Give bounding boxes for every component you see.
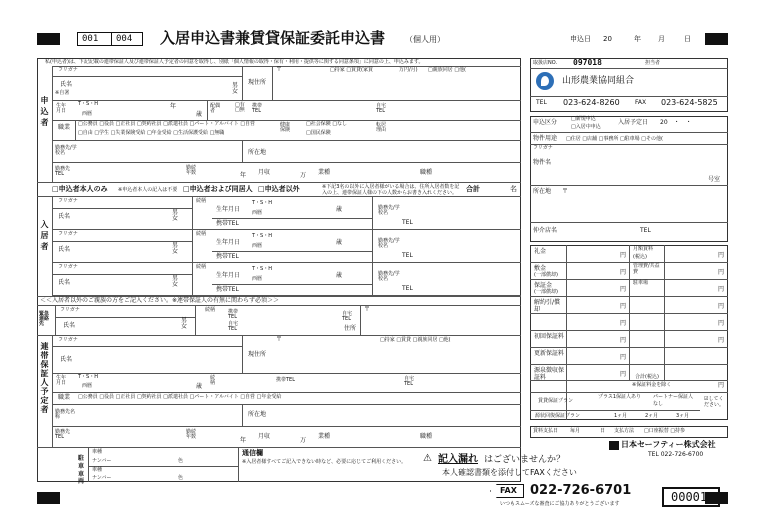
- fee-right-yen: 円: [718, 320, 725, 327]
- emergency-label: 緊急連絡先: [39, 311, 50, 327]
- fee-right-note: (税込): [633, 254, 647, 260]
- intro-text: 私(申込者)は、下記記載の連帯保証人及び連帯保証人予定者の同意を取得し、別紙「個人情報の取得・保有・利用・提供等に関する同意条項」に同意の上、申込みます。: [45, 59, 424, 65]
- guarantor-age: 歳: [196, 383, 203, 390]
- occupant-era2[interactable]: 西暦: [252, 276, 263, 282]
- fee-left-yen: 円: [620, 337, 627, 344]
- fee-right-yen: 円: [718, 252, 725, 259]
- guarantor-relation-label: 続柄: [210, 375, 216, 386]
- guarantor-job-opts[interactable]: □公務員 □役員 □正社員 □契約社員 □派遣社員 □パート・アルバイト □自営 □年金受給: [78, 394, 282, 400]
- agent-fax-label: FAX: [635, 99, 647, 106]
- agent-company: 山形農業協同組合: [562, 76, 635, 86]
- occupant-name-label: 氏名: [58, 213, 71, 220]
- occupant-birth-label: 生年月日: [216, 239, 241, 246]
- parking-car-1: 車種: [92, 449, 103, 455]
- property-type-opt2[interactable]: □入居中申込: [571, 124, 601, 130]
- date-label: 申込日: [570, 35, 591, 43]
- emergency-postal: 〒: [364, 306, 371, 313]
- fee-right-label: 駐車場: [633, 280, 649, 286]
- plan-label: 賃貸保証プラン: [538, 398, 574, 404]
- occupant-tel-label: TEL: [402, 219, 413, 226]
- emergency-home-tel-label2: 自宅TEL: [342, 311, 353, 322]
- applicant-job-opts1[interactable]: □公務員 □役員 □正社員 □契約社員 □派遣社員 □パート・アルバイト □自営: [78, 121, 256, 127]
- guarantor-era[interactable]: T・S・H: [78, 374, 98, 380]
- footer-company: 日本セーフティー株式会社: [621, 440, 716, 449]
- date-year: 年: [634, 35, 641, 43]
- agent-tel-label: TEL: [536, 99, 547, 106]
- fee-right-yen: 円: [718, 303, 725, 310]
- occupants-section-label: 入居者: [40, 220, 49, 253]
- date-day: 日: [684, 35, 691, 43]
- guarantor-mobile-label: 携帯TEL: [276, 377, 295, 383]
- occupant-relation-label: 続柄: [196, 198, 207, 204]
- occupant-note-line: ＜＜入居者以外のご親族の方をご記入ください。※連帯保証人の有無に関わらず必須＞＞: [40, 297, 280, 304]
- fee-right-yen: 円: [718, 269, 725, 276]
- applicant-home-tel-label: 自宅TEL: [376, 103, 387, 114]
- fee-left-note: (一部償却): [534, 289, 558, 295]
- guarantor-name-label: 氏名: [60, 356, 73, 363]
- pay-day-label: 賃料支払日: [533, 428, 559, 434]
- property-room: 号室: [708, 176, 721, 183]
- remarks-title: 通信欄: [242, 449, 263, 457]
- occupant-gender[interactable]: 男女: [172, 209, 179, 222]
- property-movein-value[interactable]: 20 ・ ・: [660, 119, 692, 126]
- emergency-mobile-label: 携帯TEL: [228, 309, 239, 320]
- fee-left-note: (一部償却): [534, 272, 558, 278]
- plan-opt1[interactable]: プラス1保証人あり: [598, 394, 642, 400]
- occupant-tel-label: TEL: [402, 285, 413, 292]
- occupant-total-unit: 名: [510, 185, 517, 193]
- guarantee-plan-3m[interactable]: 3ヶ月: [676, 413, 690, 419]
- applicant-section-label: 申込者: [40, 96, 49, 129]
- ja-logo-leaf: [541, 76, 549, 86]
- occupant-relation-label: 続柄: [196, 264, 207, 270]
- parking-plate-2: ナンバー: [92, 475, 112, 481]
- applicant-postal: 〒: [276, 66, 283, 73]
- warning-suffix: はございませんか？: [484, 455, 566, 465]
- occupant-mobile-label: 携帯TEL: [216, 286, 239, 293]
- applicant-era2[interactable]: 西暦: [82, 111, 93, 117]
- guarantor-year-unit: 年: [240, 437, 247, 444]
- guarantor-birth-label: 生年月日: [56, 375, 67, 386]
- occupant-total-label: 合計: [466, 185, 480, 193]
- plan-check-note: ☑してください。: [704, 396, 725, 408]
- guarantor-years-label: 勤続年数: [186, 429, 197, 440]
- agent-tel: 023-624-8260: [563, 98, 620, 107]
- guarantor-home-tel-label: 自宅TEL: [404, 376, 415, 387]
- applicant-position-label: 職種: [420, 169, 433, 176]
- occupant-age: 歳: [336, 272, 343, 279]
- agent-person-label: 担当者: [645, 60, 661, 66]
- applicant-income-label: 月収: [258, 169, 271, 176]
- property-use-label: 物件用途: [533, 135, 558, 142]
- emergency-name-label: 氏名: [63, 322, 76, 329]
- occupant-tel-label: TEL: [402, 252, 413, 259]
- fee-left-yen: 円: [620, 320, 627, 327]
- guarantor-housing[interactable]: □持家 □賃貸 □親族同居 □他(: [380, 337, 451, 343]
- occupant-relation-label: 続柄: [196, 231, 207, 237]
- occupant-furigana: フリガナ: [58, 264, 78, 270]
- fee-left-yen: 円: [620, 269, 627, 276]
- remarks-note: ※入居者様すべてご記入できない時など、必要に応じてご利用ください。: [242, 459, 407, 465]
- occupant-gender[interactable]: 男女: [172, 242, 179, 255]
- guarantee-plan-2m[interactable]: 2ヶ月: [645, 413, 659, 419]
- pay-date: 日: [600, 428, 606, 434]
- occupant-option-other[interactable]: □申込者以外: [258, 185, 300, 193]
- plan-opt2[interactable]: パートナー保証人なし: [653, 394, 694, 407]
- fee-right-label: 月額賃料: [633, 246, 654, 252]
- occupant-mobile-label: 携帯TEL: [216, 253, 239, 260]
- applicant-industry-label: 業種: [318, 169, 331, 176]
- occupant-birth-label: 生年月日: [216, 272, 241, 279]
- agent-no-label: 取扱店NO.: [533, 60, 558, 66]
- emergency-relation-label: 続柄: [205, 307, 216, 313]
- fee-total-note: ※保証料金を除く: [632, 382, 672, 388]
- agent-fax: 023-624-5825: [661, 98, 718, 107]
- guarantor-position-label: 職種: [420, 433, 433, 440]
- applicant-year-unit: 年: [240, 172, 247, 179]
- property-postal: 〒: [562, 188, 569, 195]
- warning-sub: 本人確認書類を添付してFAXください: [442, 468, 577, 477]
- applicant-ins-opts2[interactable]: □国民保険: [306, 130, 331, 136]
- fee-left-yen: 円: [620, 303, 627, 310]
- applicant-name-label: 氏名: [60, 81, 73, 88]
- form-subtitle: （個人用）: [405, 35, 445, 44]
- guarantor-era2[interactable]: 西暦: [82, 383, 93, 389]
- occupant-age: 歳: [336, 239, 343, 246]
- fee-total-label: 合計(税込): [635, 374, 659, 380]
- guarantor-job-label: 職業: [58, 394, 71, 401]
- property-broker-tel: TEL: [640, 227, 651, 234]
- agent-no: 097018: [573, 58, 602, 67]
- pay-month: 毎月: [570, 428, 581, 434]
- guarantor-address-label: 現住所: [248, 351, 267, 358]
- occupant-furigana: フリガナ: [58, 231, 78, 237]
- property-furigana: フリガナ: [533, 145, 553, 151]
- applicant-work-address-label: 所在地: [248, 149, 267, 156]
- property-broker-label: 仲介店名: [533, 227, 558, 234]
- fee-right-yen: 円: [718, 286, 725, 293]
- fee-right-yen: 円: [718, 337, 725, 344]
- corner-mark-tr: [705, 33, 728, 45]
- guarantee-plan-1m[interactable]: 1ヶ月: [614, 413, 628, 419]
- occupant-birth-label: 生年月日: [216, 206, 241, 213]
- applicant-spouse-opts[interactable]: □有□無: [235, 102, 245, 113]
- property-type-opt1[interactable]: □新規申込: [571, 116, 596, 122]
- occupant-age: 歳: [336, 206, 343, 213]
- occupant-era[interactable]: T・S・H: [252, 266, 272, 272]
- pay-method-label: 支払方法: [614, 428, 635, 434]
- guarantee-plan-label: 源状回復保証プラン: [535, 413, 581, 419]
- fee-left-yen: 円: [620, 252, 627, 259]
- applicant-years-label: 勤続年数: [186, 165, 197, 176]
- occupant-option-with[interactable]: □申込者および同居人: [183, 185, 253, 193]
- warning-text: 記入漏れ: [438, 454, 478, 465]
- fee-left-label: 保証金: [534, 282, 553, 289]
- occupant-gender[interactable]: 男女: [172, 275, 179, 288]
- occupant-era[interactable]: T・S・H: [252, 200, 272, 206]
- applicant-job-opts2[interactable]: □自由 □学生 □失業保険受給 □年金受給 □生活保護受給 □無職: [78, 130, 225, 136]
- fax-note: いつもスムーズな審査にご協力ありがとうございます: [500, 501, 620, 507]
- company-logo-icon: [609, 441, 619, 450]
- parking-color-2: 色: [178, 475, 184, 481]
- guarantor-postal: 〒: [276, 336, 283, 343]
- occupant-option-self[interactable]: □申込者本人のみ: [52, 185, 108, 193]
- footer-company-tel: TEL 022-726-6700: [648, 451, 704, 458]
- occupant-note: ※下記3名の以外に入居者様がいる場合は、住所入居者数を記入の上、連帯保証人様の下の人数からお書き入れください。: [322, 184, 460, 196]
- emergency-gender[interactable]: 男女: [181, 317, 188, 330]
- corner-mark-bl: [37, 492, 60, 504]
- fee-left-label: 解約引/償却: [534, 299, 561, 313]
- applicant-birth-label: 生年月日: [56, 103, 67, 114]
- form-code-2: 004: [116, 34, 133, 44]
- guarantor-workplace-label: 勤務先名称: [55, 409, 76, 420]
- occupant-option-self-note: ※申込者本人の記入は不要: [118, 187, 178, 193]
- property-type-label: 申込区分: [533, 119, 558, 126]
- date-month: 月: [658, 35, 665, 43]
- fee-left-label: 更新保証料: [534, 350, 565, 357]
- fee-left-label: 源泉徴収保証料: [534, 367, 565, 381]
- parking-label: 駐車車両: [78, 455, 85, 486]
- applicant-address-label: 現住所: [248, 79, 267, 86]
- fee-left-label: 礼金: [534, 248, 547, 255]
- property-box: [530, 116, 728, 242]
- applicant-job-label: 職業: [58, 124, 71, 131]
- serial-number: 00001: [671, 490, 708, 504]
- fee-right-label: 管理費/共益費: [633, 263, 660, 275]
- occupant-name-label: 氏名: [58, 279, 71, 286]
- applicant-mobile-label: 携帯TEL: [252, 103, 263, 114]
- applicant-age: 歳: [196, 111, 203, 118]
- form-code-box: [77, 32, 143, 46]
- applicant-income-man: 万: [300, 172, 307, 179]
- guarantor-work-address-label: 所在地: [248, 411, 267, 418]
- pay-method-opts[interactable]: □口座振替 □持参: [644, 428, 686, 434]
- applicant-seal-note: ※自署: [55, 90, 70, 96]
- fax-number: 022-726-6701: [530, 483, 632, 498]
- applicant-era[interactable]: T・S・H: [78, 101, 98, 107]
- property-name-label: 物件名: [533, 159, 552, 166]
- guarantor-income-label: 月収: [258, 433, 271, 440]
- applicant-year: 年: [170, 103, 177, 110]
- parking-car-2: 車種: [92, 467, 103, 473]
- occupant-name-label: 氏名: [58, 246, 71, 253]
- property-location-label: 所在地: [533, 188, 552, 195]
- applicant-rent-unit: 万円/月): [399, 67, 418, 73]
- emergency-address-label: 住所: [344, 325, 357, 332]
- occupant-workplace-label: 勤務先/学校名: [378, 238, 400, 249]
- guarantor-furigana: フリガナ: [58, 337, 78, 343]
- guarantor-work-tel-label: 勤務先TEL: [55, 429, 71, 440]
- guarantor-section-label: 連帯保証人予定者: [40, 342, 49, 414]
- parking-plate-1: ナンバー: [92, 458, 112, 464]
- guarantor-industry-label: 業種: [318, 433, 331, 440]
- applicant-housing2[interactable]: □親族同居 □他(: [428, 67, 466, 73]
- applicant-spouse-label: 配偶者: [210, 103, 221, 114]
- corner-mark-tl: [37, 33, 60, 45]
- fee-left-yen: 円: [620, 354, 627, 361]
- applicant-housing[interactable]: □持家 □賃貸(家賃: [330, 67, 373, 73]
- guarantor-income-man: 万: [300, 437, 307, 444]
- fee-left-yen: 円: [620, 286, 627, 293]
- fee-left-yen: 円: [620, 371, 627, 378]
- fee-total-yen: 円: [718, 382, 725, 389]
- property-use-opts[interactable]: □住居 □店舗 □事務所 □駐車場 □その他(: [566, 136, 663, 142]
- applicant-work-tel-label: 勤務先TEL: [55, 166, 71, 177]
- occupant-era[interactable]: T・S・H: [252, 233, 272, 239]
- occupant-era2[interactable]: 西暦: [252, 243, 263, 249]
- occupant-workplace-label: 勤務先/学校名: [378, 271, 400, 282]
- occupant-furigana: フリガナ: [58, 198, 78, 204]
- emergency-home-tel-label: 自宅TEL: [228, 321, 239, 332]
- date-era: 20: [603, 35, 612, 43]
- applicant-ins-opts1[interactable]: □社会保険 □なし: [306, 121, 348, 127]
- fee-left-label: 初回保証料: [534, 333, 565, 340]
- applicant-workplace-label: 勤務先/学校名: [55, 145, 77, 156]
- form-code-1: 001: [82, 34, 99, 44]
- form-title: 入居申込書兼賃貸保証委託申込書: [160, 29, 386, 47]
- applicant-move-label: 転居理由: [376, 122, 387, 133]
- parking-color-1: 色: [178, 458, 184, 464]
- fee-left-label: 敷金: [534, 265, 547, 272]
- applicant-insurance-label: 健康保険: [280, 122, 291, 133]
- fax-label: FAX: [500, 486, 517, 495]
- applicant-furigana: フリガナ: [58, 67, 78, 73]
- occupant-workplace-label: 勤務先/学校名: [378, 205, 400, 216]
- emergency-furigana: フリガナ: [60, 307, 80, 313]
- applicant-gender[interactable]: 男女: [232, 82, 239, 95]
- warning-icon: ⚠: [423, 453, 432, 464]
- property-movein-label: 入居予定日: [618, 119, 649, 126]
- occupant-era2[interactable]: 西暦: [252, 210, 263, 216]
- occupant-mobile-label: 携帯TEL: [216, 220, 239, 227]
